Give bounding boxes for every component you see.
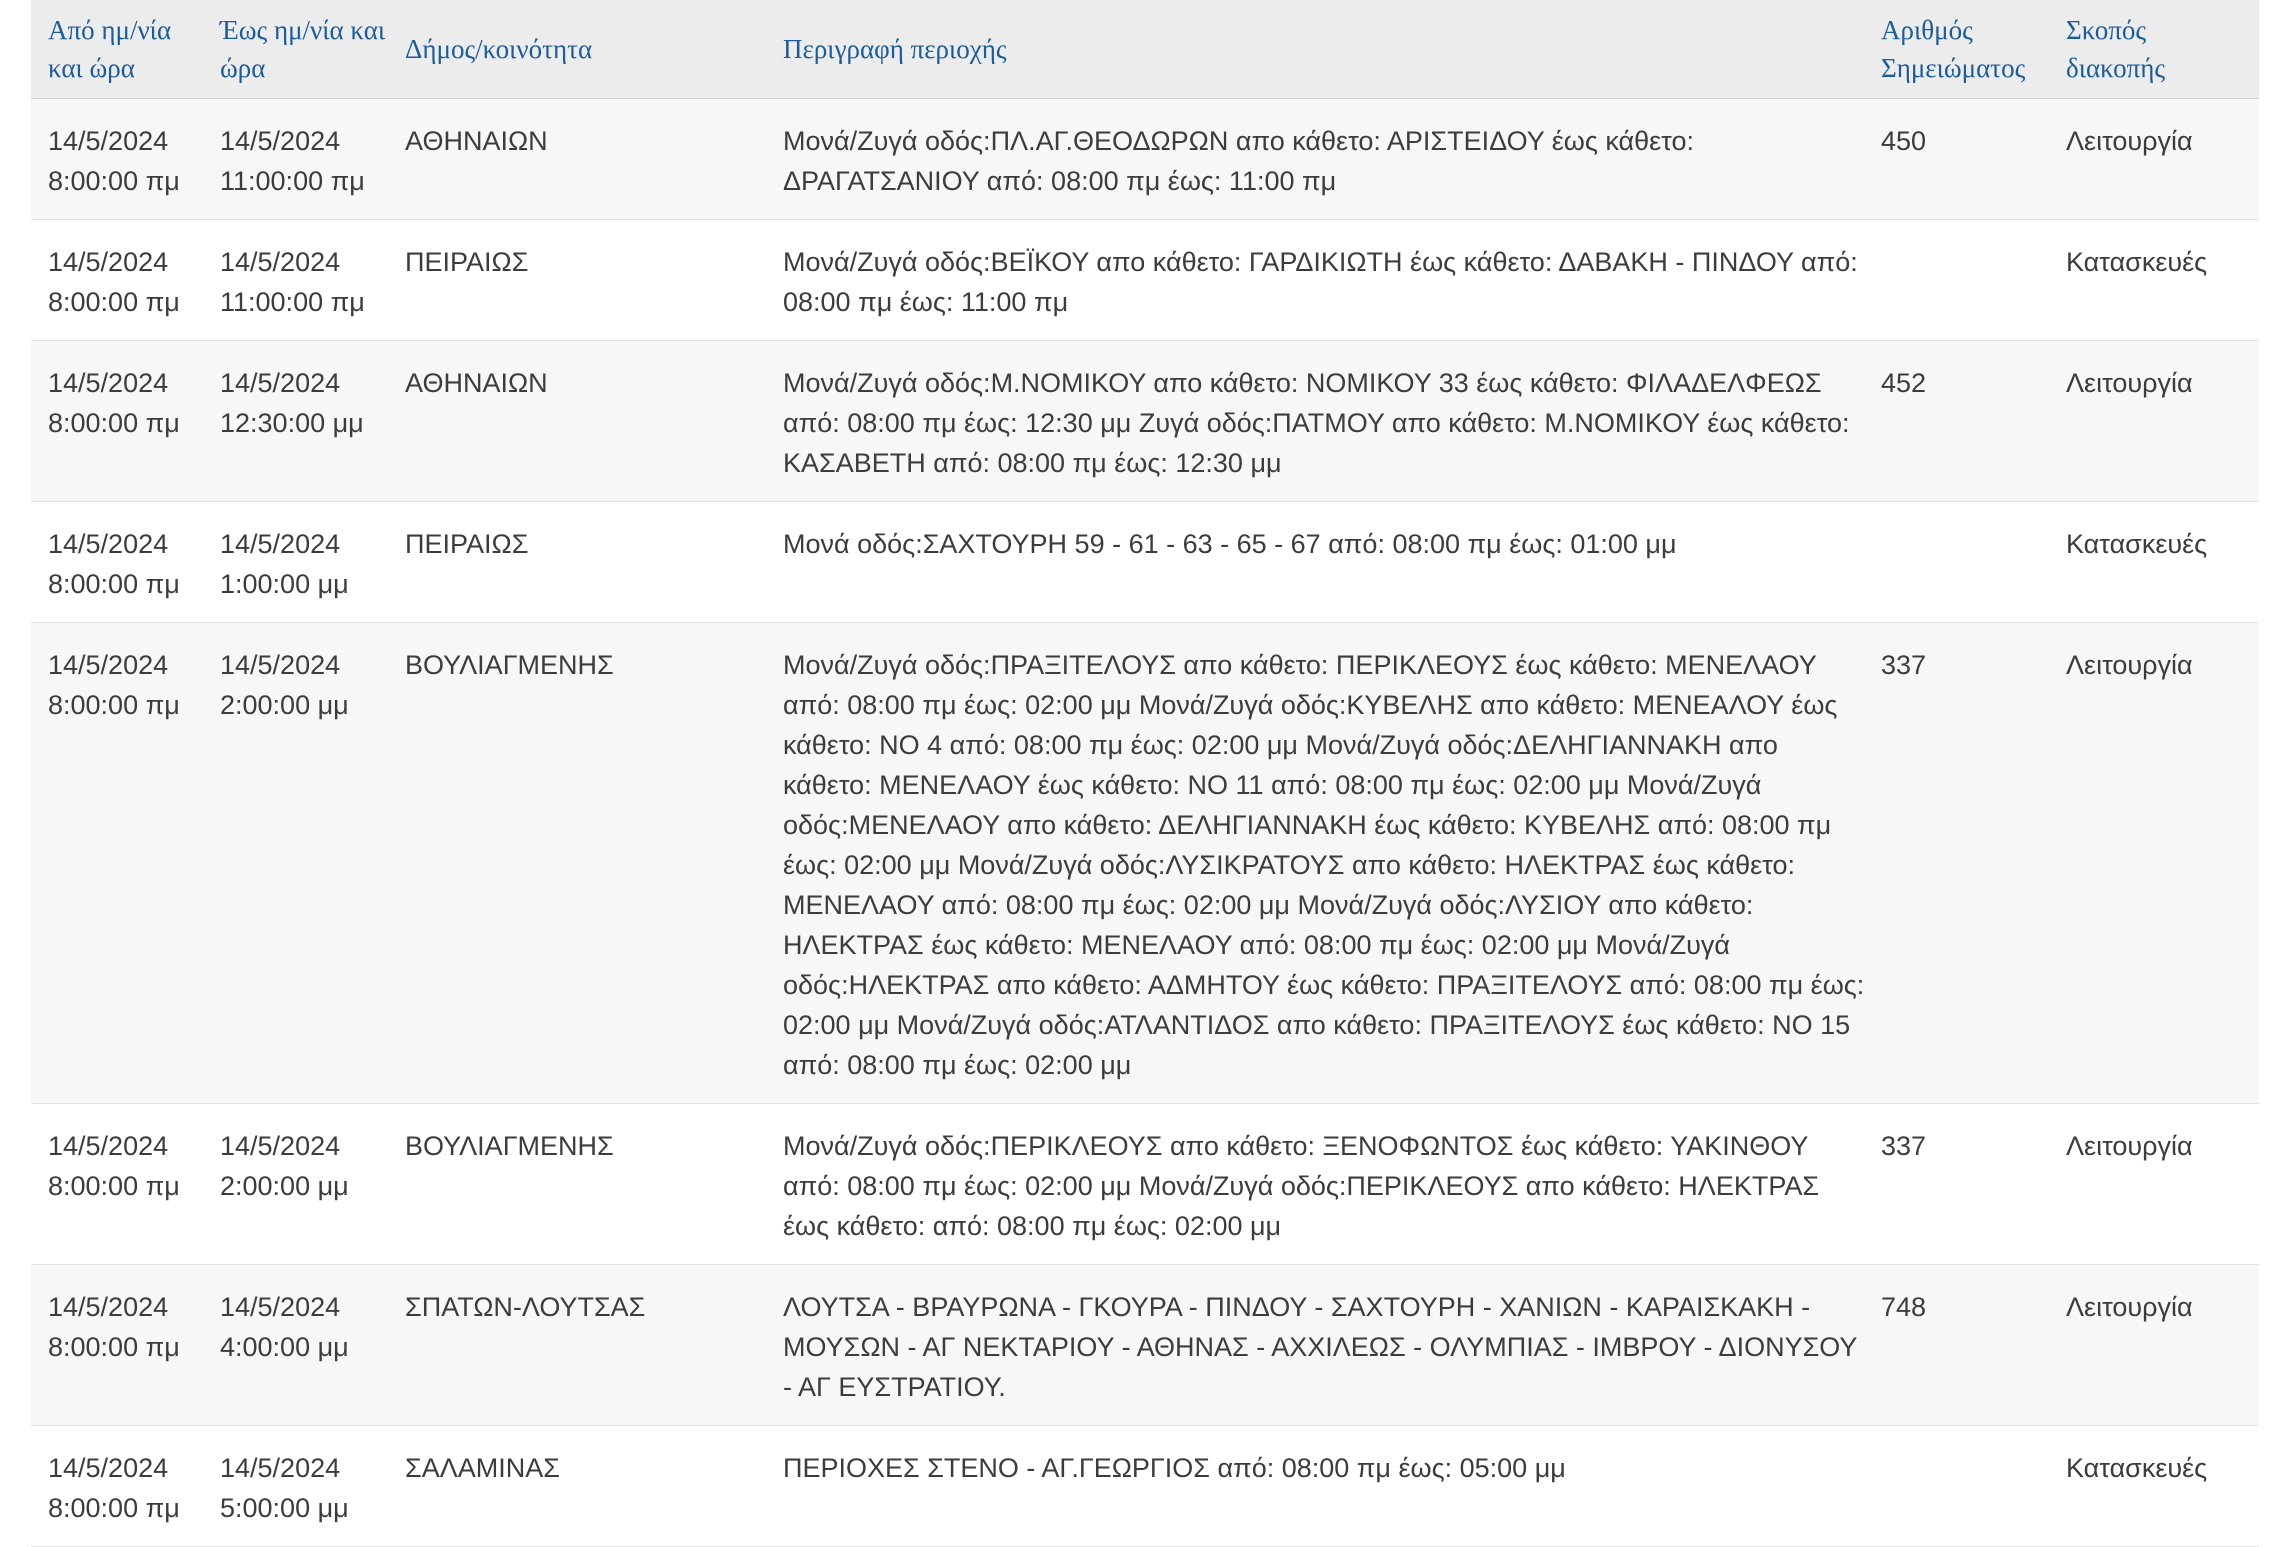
cell-to-datetime [220,1104,405,1265]
cell-area-description: Μονά/Ζυγά οδός:ΠΛ.ΑΓ.ΘΕΟΔΩΡΩΝ απο κάθετο: ΑΡΙΣΤΕΙΔΟΥ έως κάθετο: ΔΡΑΓΑΤΣΑΝΙΟΥ από: 08:00 πμ έως: 11:00 πμ [783,99,1881,220]
cell-note-number: 452 [1881,341,2066,502]
to-date: 14/5/2024 [220,1453,341,1483]
cell-municipality: ΒΟΥΛΙΑΓΜΕΝΗΣ [405,1104,783,1265]
table-row [31,623,2259,1104]
to-date: 14/5/2024 [220,126,341,156]
to-date: 14/5/2024 [220,529,341,559]
to-time: 11:00:00 πμ [220,166,365,196]
to-date: 14/5/2024 [220,247,341,277]
table-row [31,1104,2259,1265]
from-date: 14/5/2024 [48,650,169,680]
header-area-description[interactable]: Περιγραφή περιοχής [783,0,1881,99]
cell-municipality: ΑΘΗΝΑΙΩΝ [405,341,783,502]
to-time: 4:00:00 μμ [220,1332,349,1362]
to-date: 14/5/2024 [220,1292,341,1322]
cell-to-datetime [220,220,405,341]
header-note-number[interactable]: Αριθμός Σημειώματος [1881,0,2066,99]
header-to-datetime[interactable]: Έως ημ/νία και ώρα [220,0,405,99]
cell-to-datetime [220,1265,405,1426]
from-time: 8:00:00 πμ [48,1171,180,1201]
cell-area-description: ΠΕΡΙΟΧΕΣ ΣΤΕΝΟ - ΑΓ.ΓΕΩΡΓΙΟΣ από: 08:00 πμ έως: 05:00 μμ [783,1426,1881,1547]
cell-area-description: Μονά οδός:ΣΑΧΤΟΥΡΗ 59 - 61 - 63 - 65 - 67 από: 08:00 πμ έως: 01:00 μμ [783,502,1881,623]
cell-from-datetime [31,99,220,220]
from-time: 8:00:00 πμ [48,166,180,196]
table-row [31,341,2259,502]
cell-municipality: ΒΟΥΛΙΑΓΜΕΝΗΣ [405,623,783,1104]
from-date: 14/5/2024 [48,247,169,277]
cell-area-description: Μονά/Ζυγά οδός:ΠΡΑΞΙΤΕΛΟΥΣ απο κάθετο: ΠΕΡΙΚΛΕΟΥΣ έως κάθετο: ΜΕΝΕΛΑΟΥ από: 08:00 πμ έως: 02:00 μμ Μονά/Ζυγά οδός:ΚΥΒΕΛΗΣ απο κάθετο: ΜΕΝΕΑΛΟΥ έως κάθετο: ΝΟ 4 από: 08:00 πμ έως: 02:00 μμ Μονά/Ζυγά οδός:ΔΕΛΗΓΙΑΝΝΑΚΗ απο κάθετο: ΜΕΝΕΛΑΟΥ έως κάθετο: ΝΟ 11 από: 08:00 πμ έως: 02:00 μμ Μονά/Ζυγά οδός:ΜΕΝΕΛΑΟΥ απο κάθετο: ΔΕΛΗΓΙΑΝΝΑΚΗ έως κάθετο: ΚΥΒΕΛΗΣ από: 08:00 πμ έως: 02:00 μμ Μονά/Ζυγά οδός:ΛΥΣΙΚΡΑΤΟΥΣ απο κάθετο: ΗΛΕΚΤΡΑΣ έως κάθετο: ΜΕΝΕΛΑΟΥ από: 08:00 πμ έως: 02:00 μμ Μονά/Ζυγά οδός:ΛΥΣΙΟΥ απο κάθετο: ΗΛΕΚΤΡΑΣ έως κάθετο: ΜΕΝΕΛΑΟΥ από: 08:00 πμ έως: 02:00 μμ Μονά/Ζυγά οδός:ΗΛΕΚΤΡΑΣ απο κάθετο: ΑΔΜΗΤΟΥ έως κάθετο: ΠΡΑΞΙΤΕΛΟΥΣ από: 08:00 πμ έως: 02:00 μμ Μονά/Ζυγά οδός:ΑΤΛΑΝΤΙΔΟΣ απο κάθετο: ΠΡΑΞΙΤΕΛΟΥΣ έως κάθετο: ΝΟ 15 από: 08:00 πμ έως: 02:00 μμ [783,623,1881,1104]
cell-to-datetime [220,341,405,502]
cell-note-number: 450 [1881,99,2066,220]
to-time: 2:00:00 μμ [220,1171,349,1201]
cell-from-datetime [31,220,220,341]
outage-table [31,0,2259,1547]
cell-area-description: ΛΟΥΤΣΑ - ΒΡΑΥΡΩΝΑ - ΓΚΟΥΡΑ - ΠΙΝΔΟΥ - ΣΑΧΤΟΥΡΗ - ΧΑΝΙΩΝ - ΚΑΡΑΙΣΚΑΚΗ - ΜΟΥΣΩΝ - ΑΓ ΝΕΚΤΑΡΙΟΥ - ΑΘΗΝΑΣ - ΑΧΧΙΛΕΩΣ - ΟΛΥΜΠΙΑΣ - ΙΜΒΡΟΥ - ΔΙΟΝΥΣΟΥ - ΑΓ ΕΥΣΤΡΑΤΙΟΥ. [783,1265,1881,1426]
from-time: 8:00:00 πμ [48,690,180,720]
table-header [31,0,2259,99]
from-date: 14/5/2024 [48,1453,169,1483]
cell-outage-purpose: Λειτουργία [2066,341,2259,502]
cell-to-datetime [220,1426,405,1547]
to-time: 11:00:00 πμ [220,287,365,317]
from-time: 8:00:00 πμ [48,569,180,599]
cell-area-description: Μονά/Ζυγά οδός:ΠΕΡΙΚΛΕΟΥΣ απο κάθετο: ΞΕΝΟΦΩΝΤΟΣ έως κάθετο: ΥΑΚΙΝΘΟΥ από: 08:00 πμ έως: 02:00 μμ Μονά/Ζυγά οδός:ΠΕΡΙΚΛΕΟΥΣ απο κάθετο: ΗΛΕΚΤΡΑΣ έως κάθετο: από: 08:00 πμ έως: 02:00 μμ [783,1104,1881,1265]
cell-outage-purpose: Λειτουργία [2066,99,2259,220]
cell-from-datetime [31,1426,220,1547]
cell-to-datetime [220,623,405,1104]
to-time: 12:30:00 μμ [220,408,364,438]
from-time: 8:00:00 πμ [48,1332,180,1362]
cell-outage-purpose: Κατασκευές [2066,1426,2259,1547]
cell-note-number [1881,502,2066,623]
from-date: 14/5/2024 [48,368,169,398]
from-time: 8:00:00 πμ [48,1493,180,1523]
cell-note-number [1881,220,2066,341]
cell-note-number [1881,1426,2066,1547]
from-date: 14/5/2024 [48,1292,169,1322]
cell-municipality: ΠΕΙΡΑΙΩΣ [405,502,783,623]
table-row [31,1426,2259,1547]
from-date: 14/5/2024 [48,529,169,559]
from-date: 14/5/2024 [48,126,169,156]
cell-to-datetime [220,502,405,623]
cell-from-datetime [31,1104,220,1265]
cell-outage-purpose: Λειτουργία [2066,623,2259,1104]
table-row [31,1265,2259,1426]
cell-municipality: ΣΑΛΑΜΙΝΑΣ [405,1426,783,1547]
to-time: 1:00:00 μμ [220,569,349,599]
cell-from-datetime [31,1265,220,1426]
table-row [31,99,2259,220]
cell-note-number: 337 [1881,623,2066,1104]
header-row [31,0,2259,99]
table-body [31,99,2259,1547]
cell-municipality: ΠΕΙΡΑΙΩΣ [405,220,783,341]
to-date: 14/5/2024 [220,650,341,680]
cell-note-number: 748 [1881,1265,2066,1426]
cell-area-description: Μονά/Ζυγά οδός:Μ.ΝΟΜΙΚΟΥ απο κάθετο: ΝΟΜΙΚΟΥ 33 έως κάθετο: ΦΙΛΑΔΕΛΦΕΩΣ από: 08:00 πμ έως: 12:30 μμ Ζυγά οδός:ΠΑΤΜΟΥ απο κάθετο: Μ.ΝΟΜΙΚΟΥ έως κάθετο: ΚΑΣΑΒΕΤΗ από: 08:00 πμ έως: 12:30 μμ [783,341,1881,502]
cell-outage-purpose: Κατασκευές [2066,502,2259,623]
from-time: 8:00:00 πμ [48,408,180,438]
from-time: 8:00:00 πμ [48,287,180,317]
to-time: 5:00:00 μμ [220,1493,349,1523]
table-row [31,502,2259,623]
header-outage-purpose[interactable]: Σκοπός διακοπής [2066,0,2259,99]
cell-outage-purpose: Κατασκευές [2066,220,2259,341]
from-date: 14/5/2024 [48,1131,169,1161]
cell-from-datetime [31,502,220,623]
cell-area-description: Μονά/Ζυγά οδός:ΒΕΪΚΟΥ απο κάθετο: ΓΑΡΔΙΚΙΩΤΗ έως κάθετο: ΔΑΒΑΚΗ - ΠΙΝΔΟΥ από: 08:00 πμ έως: 11:00 πμ [783,220,1881,341]
cell-from-datetime [31,623,220,1104]
cell-municipality: ΣΠΑΤΩΝ-ΛΟΥΤΣΑΣ [405,1265,783,1426]
to-date: 14/5/2024 [220,1131,341,1161]
cell-outage-purpose: Λειτουργία [2066,1104,2259,1265]
header-from-datetime[interactable]: Από ημ/νία και ώρα [31,0,220,99]
header-municipality[interactable]: Δήμος/κοινότητα [405,0,783,99]
table-row [31,220,2259,341]
to-time: 2:00:00 μμ [220,690,349,720]
cell-to-datetime [220,99,405,220]
cell-outage-purpose: Λειτουργία [2066,1265,2259,1426]
outage-table-container [31,0,2259,1547]
cell-note-number: 337 [1881,1104,2066,1265]
cell-from-datetime [31,341,220,502]
to-date: 14/5/2024 [220,368,341,398]
cell-municipality: ΑΘΗΝΑΙΩΝ [405,99,783,220]
